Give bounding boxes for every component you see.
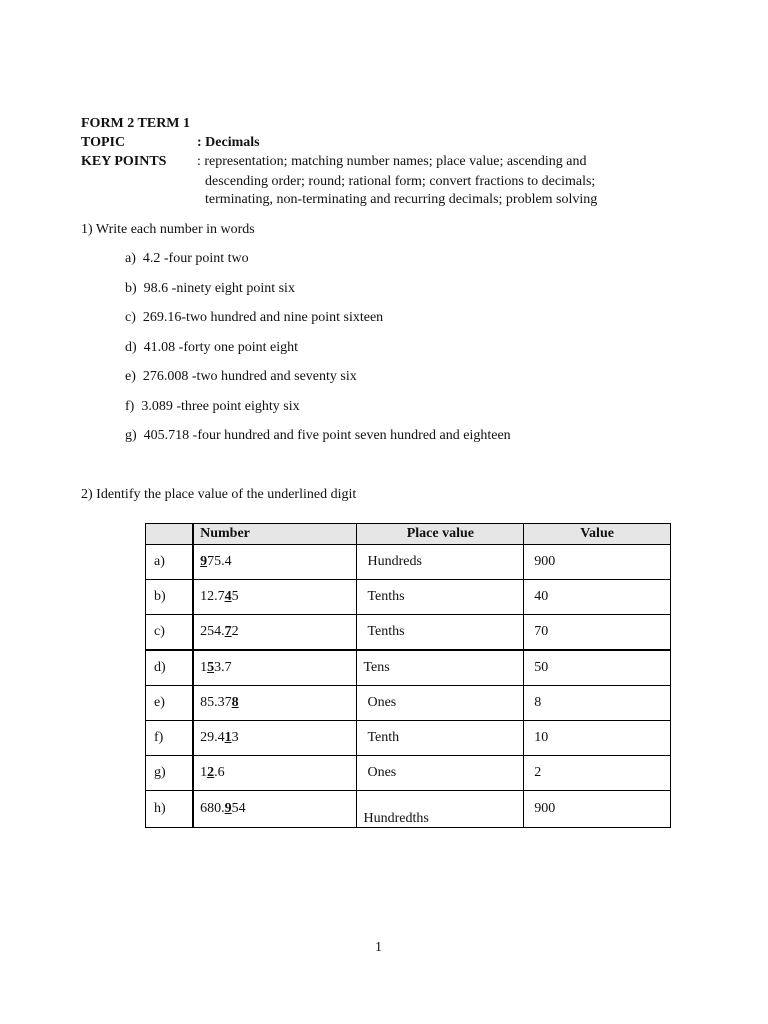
header-number: Number xyxy=(193,524,357,545)
place-value-cell: Tenth xyxy=(357,721,524,756)
key-points-line-1: : representation; matching number names; place value; ascending and xyxy=(197,154,587,169)
item-label: d) xyxy=(125,340,137,355)
list-item xyxy=(125,280,295,298)
item-text: 405.718 -four hundred and five point seven hundred and eighteen xyxy=(143,428,511,443)
topic-label: TOPIC xyxy=(81,135,126,150)
place-value-table xyxy=(145,523,671,828)
underlined-digit: 8 xyxy=(231,695,239,710)
place-value-cell: Tenths xyxy=(357,580,524,615)
header-value: Value xyxy=(524,524,671,545)
list-item xyxy=(125,309,383,327)
page-number: 1 xyxy=(375,940,382,955)
item-text: 4.2 -four point two xyxy=(142,251,249,266)
underlined-digit: 2 xyxy=(207,765,215,780)
topic-value: : Decimals xyxy=(197,135,260,150)
list-item xyxy=(125,427,511,445)
question-1-prompt: 1) Write each number in words xyxy=(81,222,255,237)
table-row xyxy=(146,615,671,651)
number-cell: 680.954 xyxy=(193,791,357,828)
place-value-cell: Hundredths xyxy=(357,791,524,828)
row-label: h) xyxy=(146,791,194,828)
item-text: 3.089 -three point eighty six xyxy=(141,399,300,414)
underlined-digit: 9 xyxy=(224,801,232,816)
row-label: c) xyxy=(146,615,194,651)
question-2-prompt: 2) Identify the place value of the underlined digit xyxy=(81,487,357,502)
table-row xyxy=(146,650,671,686)
row-label: b) xyxy=(146,580,194,615)
list-item xyxy=(125,368,357,386)
list-item xyxy=(125,339,298,357)
header-label-cell xyxy=(146,524,194,545)
item-label: g) xyxy=(125,428,137,443)
item-text: 269.16-two hundred and nine point sixteen xyxy=(142,310,384,325)
underlined-digit: 1 xyxy=(224,730,232,745)
place-value-cell: Ones xyxy=(357,756,524,791)
number-cell: 12.745 xyxy=(193,580,357,615)
item-label: f) xyxy=(125,399,135,414)
underlined-digit: 9 xyxy=(200,554,208,569)
item-text: 276.008 -two hundred and seventy six xyxy=(142,369,357,384)
table-row xyxy=(146,791,671,828)
value-cell: 10 xyxy=(524,721,671,756)
key-points-label: KEY POINTS xyxy=(81,154,167,169)
value-cell: 50 xyxy=(524,650,671,686)
underlined-digit: 4 xyxy=(224,589,232,604)
value-cell: 900 xyxy=(524,791,671,828)
number-cell: 153.7 xyxy=(193,650,357,686)
value-cell: 40 xyxy=(524,580,671,615)
value-cell: 8 xyxy=(524,686,671,721)
list-item xyxy=(125,250,249,268)
header-place-value: Place value xyxy=(357,524,524,545)
row-label: e) xyxy=(146,686,194,721)
place-value-cell: Tens xyxy=(357,650,524,686)
underlined-digit: 7 xyxy=(224,624,232,639)
table-row xyxy=(146,580,671,615)
value-cell: 70 xyxy=(524,615,671,651)
value-cell: 900 xyxy=(524,545,671,580)
item-label: b) xyxy=(125,281,137,296)
table-header-row xyxy=(146,524,671,545)
list-item xyxy=(125,398,300,416)
key-points-line-2: descending order; round; rational form; convert fractions to decimals; xyxy=(205,174,596,189)
table-row xyxy=(146,756,671,791)
row-label: a) xyxy=(146,545,194,580)
form-term-heading: FORM 2 TERM 1 xyxy=(81,116,191,131)
key-points-line-3: terminating, non-terminating and recurring decimals; problem solving xyxy=(205,192,598,207)
underlined-digit: 5 xyxy=(207,660,215,675)
place-value-cell: Ones xyxy=(357,686,524,721)
value-cell: 2 xyxy=(524,756,671,791)
item-text: 41.08 -forty one point eight xyxy=(143,340,299,355)
place-value-cell: Tenths xyxy=(357,615,524,651)
item-label: e) xyxy=(125,369,136,384)
row-label: g) xyxy=(146,756,194,791)
number-cell: 29.413 xyxy=(193,721,357,756)
number-cell: 85.378 xyxy=(193,686,357,721)
table-row xyxy=(146,545,671,580)
row-label: f) xyxy=(146,721,194,756)
row-label: d) xyxy=(146,650,194,686)
item-label: c) xyxy=(125,310,136,325)
place-value-cell: Hundreds xyxy=(357,545,524,580)
item-text: 98.6 -ninety eight point six xyxy=(143,281,295,296)
item-label: a) xyxy=(125,251,136,266)
number-cell: 975.4 xyxy=(193,545,357,580)
table-row xyxy=(146,721,671,756)
table-row xyxy=(146,686,671,721)
number-cell: 254.72 xyxy=(193,615,357,651)
number-cell: 12.6 xyxy=(193,756,357,791)
